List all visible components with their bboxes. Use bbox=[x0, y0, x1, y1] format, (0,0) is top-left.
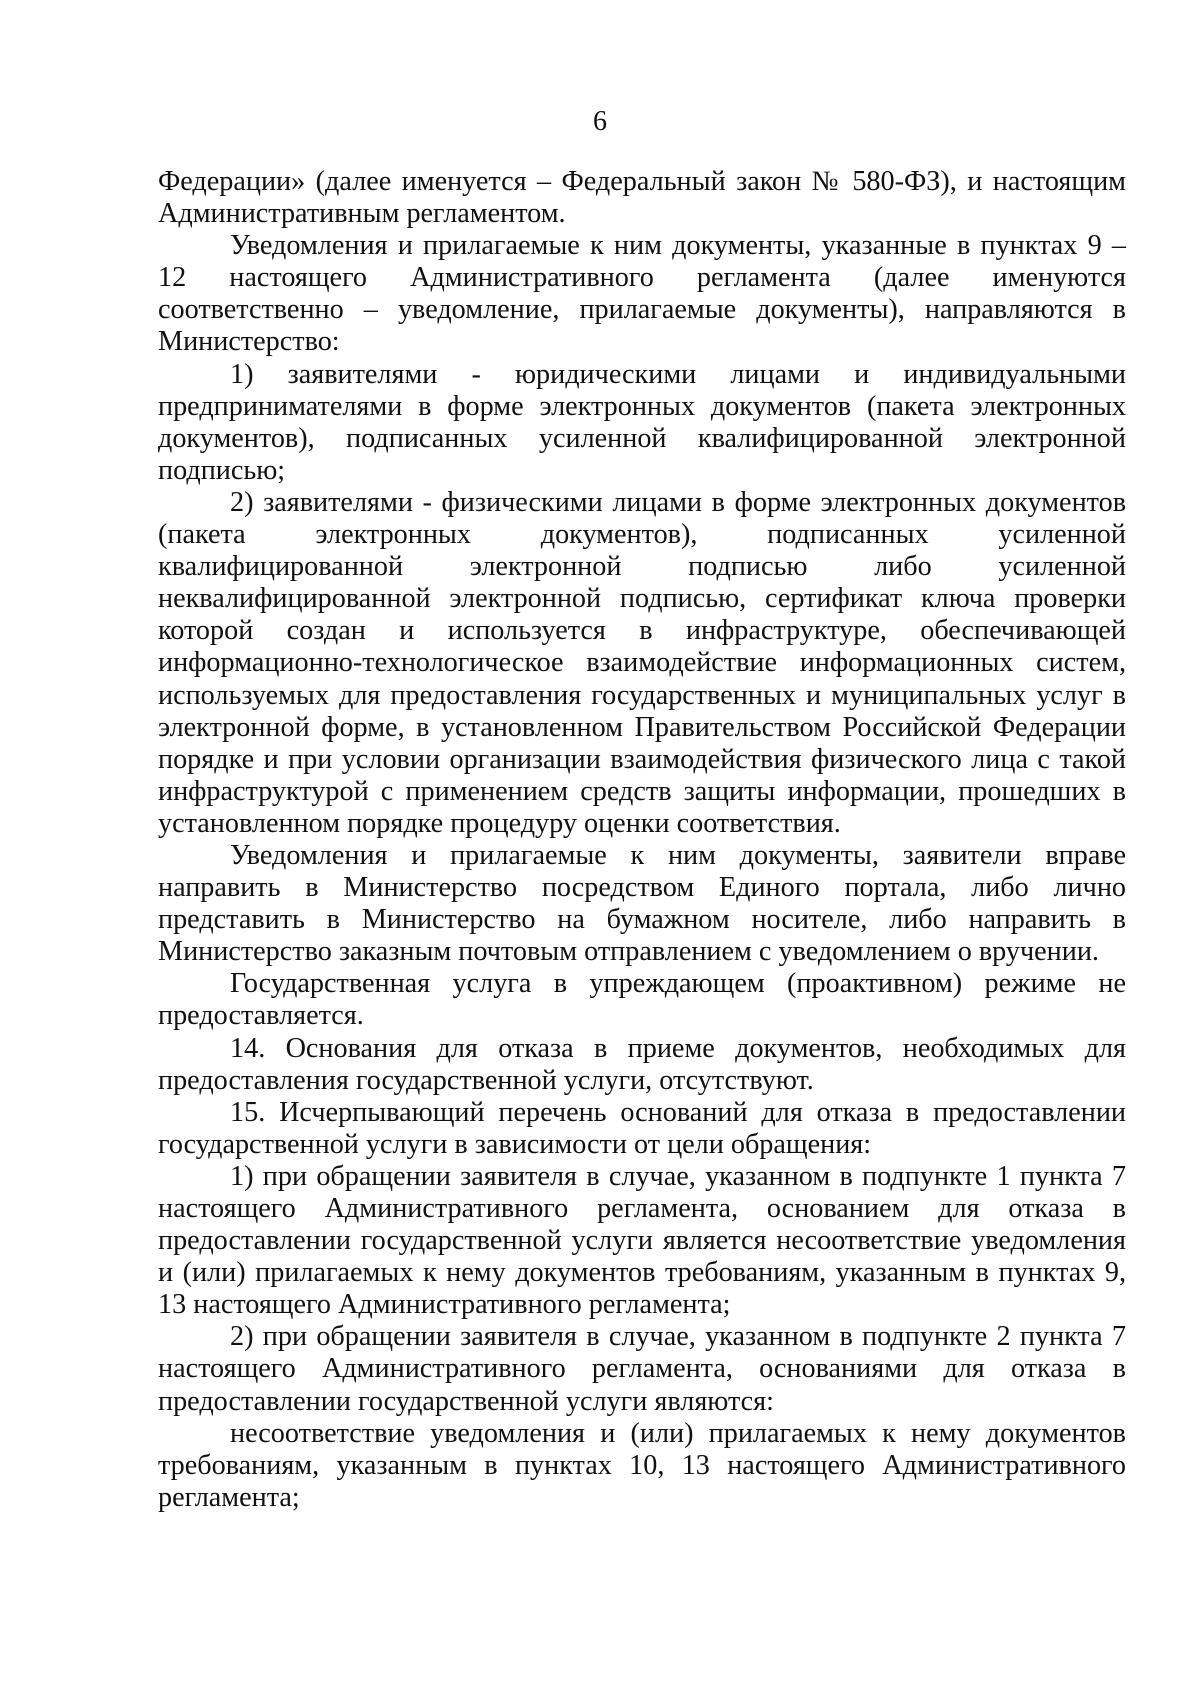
paragraph-section-15-item-1: 1) при обращении заявителя в случае, указанном в подпункте 1 пункта 7 настоящего Административного регламента, основанием для отказа в предоставлении государственной услуги является несоответствие уведомления и (или) прилагаемых к нему документов требованиям, указанным в пунктах 9, 13 настоящего Административного регламента; bbox=[158, 1160, 1126, 1321]
paragraph-submission-intro: Уведомления и прилагаемые к ним документы, указанные в пунктах 9 – 12 настоящего Административного регламента (далее именуются соответственно – уведомление, прилагаемые документы), направляются в Министерство: bbox=[158, 230, 1126, 358]
paragraph-nonconformity: несоответствие уведомления и (или) прилагаемых к нему документов требованиям, указанным в пунктах 10, 13 настоящего Административного регламента; bbox=[158, 1417, 1126, 1513]
paragraph-proactive-mode: Государственная услуга в упреждающем (проактивном) режиме не предоставляется. bbox=[158, 968, 1126, 1032]
paragraph-section-15: 15. Исчерпывающий перечень оснований для отказа в предоставлении государственной услуги в зависимости от цели обращения: bbox=[158, 1096, 1126, 1160]
paragraph-section-14: 14. Основания для отказа в приеме документов, необходимых для предоставления государственной услуги, отсутствуют. bbox=[158, 1032, 1126, 1096]
paragraph-continuation: Федерации» (далее именуется – Федеральный закон № 580-ФЗ), и настоящим Административным регламентом. bbox=[158, 166, 1126, 230]
document-body bbox=[158, 166, 1126, 1514]
paragraph-submission-methods: Уведомления и прилагаемые к ним документы, заявители вправе направить в Министерство посредством Единого портала, либо лично представить в Министерство на бумажном носителе, либо направить в Министерство заказным почтовым отправлением с уведомлением о вручении. bbox=[158, 839, 1126, 968]
page-number: 6 bbox=[593, 106, 607, 137]
paragraph-item-1-legal-entities: 1) заявителями - юридическими лицами и индивидуальными предпринимателями в форме электронных документов (пакета электронных документов), подписанных усиленной квалифицированной электронной подписью; bbox=[158, 358, 1126, 486]
paragraph-item-2-individuals: 2) заявителями - физическими лицами в форме электронных документов (пакета электронных документов), подписанных усиленной квалифицированной электронной подписью либо усиленной неквалифицированной электронной подписью, сертификат ключа проверки которой создан и используется в инфраструктуре, обеспечивающей информационно-технологическое взаимодействие информационных систем, используемых для предоставления государственных и муниципальных услуг в электронной форме, в установленном Правительством Российской Федерации порядке и при условии организации взаимодействия физического лица с такой инфраструктурой с применением средств защиты информации, прошедших в установленном порядке процедуру оценки соответствия. bbox=[158, 486, 1126, 839]
paragraph-section-15-item-2: 2) при обращении заявителя в случае, указанном в подпункте 2 пункта 7 настоящего Административного регламента, основаниями для отказа в предоставлении государственной услуги являются: bbox=[158, 1321, 1126, 1417]
